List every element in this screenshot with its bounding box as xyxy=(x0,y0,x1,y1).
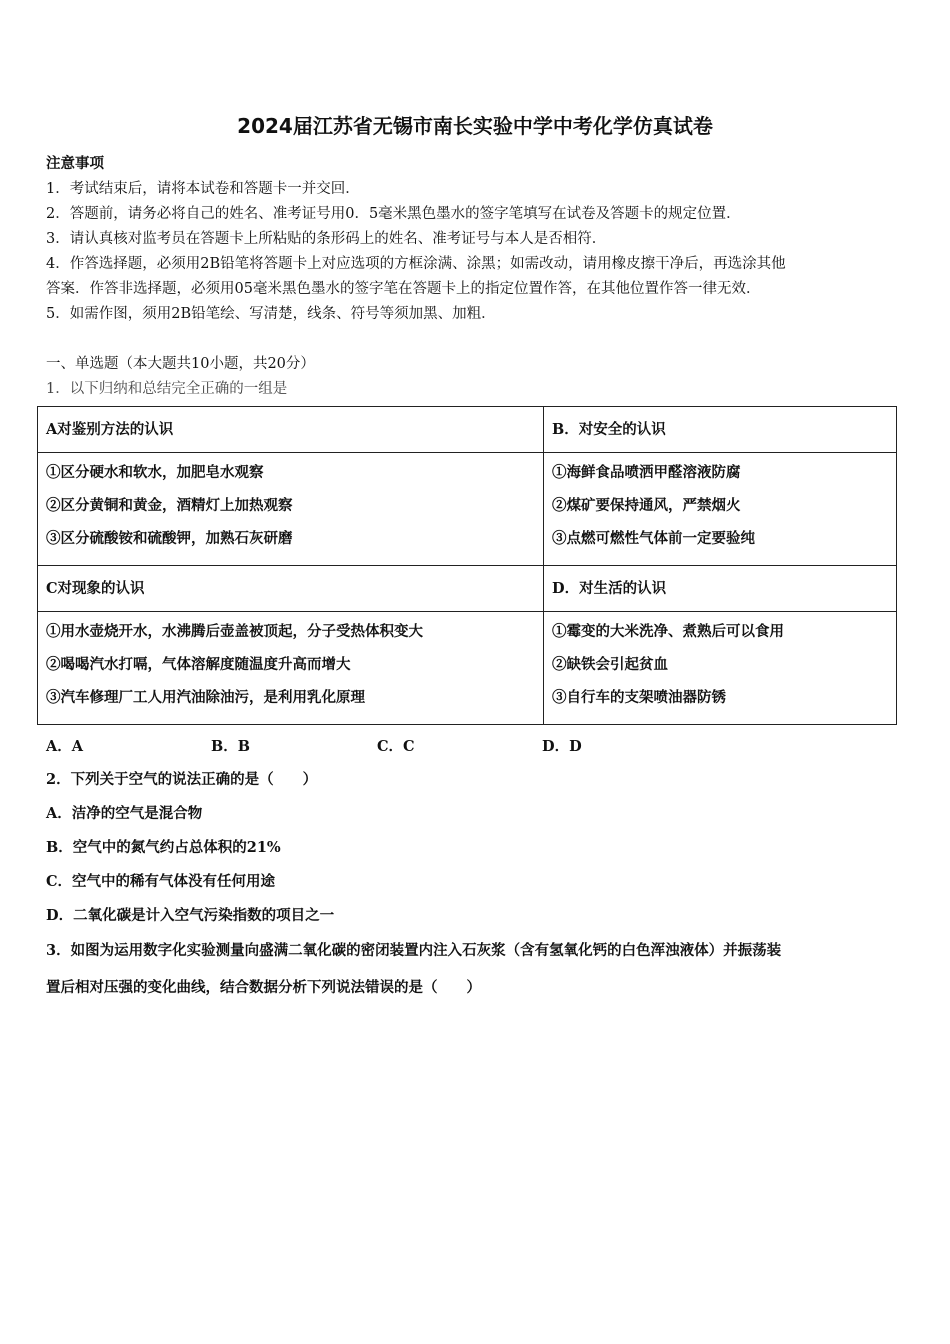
question-1-stem: 1．以下归纳和总结完全正确的一组是 xyxy=(46,381,288,397)
notice-item: 答案．作答非选择题，必须用05毫米黑色墨水的签字笔在答题卡上的指定位置作答，在其他位置作答一律无效． xyxy=(46,281,761,297)
question-1-options xyxy=(46,735,746,755)
list-item: ②区分黄铜和黄金，酒精灯上加热观察 xyxy=(46,497,293,514)
cell-a-header-text: A对鉴别方法的认识 xyxy=(46,421,174,438)
table-cell-c-items xyxy=(38,612,544,725)
option-c[interactable]: C．C xyxy=(377,738,415,755)
list-item: ②缺铁会引起贫血 xyxy=(552,656,668,673)
table-row xyxy=(38,453,897,566)
list-item: ②喝喝汽水打嗝，气体溶解度随温度升高而增大 xyxy=(46,656,351,673)
notice-item: 2．答题前，请务必将自己的姓名、准考证号用0．5毫米黑色墨水的签字笔填写在试卷及答题卡的规定位置． xyxy=(46,206,741,222)
option-b[interactable]: B．空气中的氮气约占总体积的21% xyxy=(46,839,281,856)
list-item: ①霉变的大米洗净、煮熟后可以食用 xyxy=(552,623,784,640)
table-row xyxy=(38,612,897,725)
table-cell-d-items xyxy=(544,612,897,725)
notice-item: 1．考试结束后，请将本试卷和答题卡一并交回． xyxy=(46,181,360,197)
option-a[interactable]: A．A xyxy=(46,738,84,755)
list-item: ③汽车修理厂工人用汽油除油污，是利用乳化原理 xyxy=(46,689,365,706)
list-item: ①区分硬水和软水，加肥皂水观察 xyxy=(46,464,264,481)
list-item: ①海鲜食品喷洒甲醛溶液防腐 xyxy=(552,464,741,481)
notice-item: 3．请认真核对监考员在答题卡上所粘贴的条形码上的姓名、准考证号与本人是否相符． xyxy=(46,231,607,247)
table-cell-a-items xyxy=(38,453,544,566)
option-b[interactable]: B．B xyxy=(211,738,251,755)
page-title: 2024届江苏省无锡市南长实验中学中考化学仿真试卷 xyxy=(237,114,713,138)
list-item: ③点燃可燃性气体前一定要验纯 xyxy=(552,530,755,547)
section-heading: 一、单选题（本大题共10小题，共20分） xyxy=(46,356,315,372)
option-d[interactable]: D．D xyxy=(542,738,582,755)
table-cell-d-header xyxy=(544,566,897,612)
option-a[interactable]: A．洁净的空气是混合物 xyxy=(46,805,203,822)
table-cell-b-header xyxy=(544,407,897,453)
notice-item: 5．如需作图，须用2B铅笔绘、写清楚，线条、符号等须加黑、加粗． xyxy=(46,306,496,322)
list-item: ②煤矿要保持通风，严禁烟火 xyxy=(552,497,741,514)
notice-heading: 注意事项 xyxy=(46,155,104,172)
question-1-table xyxy=(37,406,897,725)
option-d[interactable]: D．二氧化碳是计入空气污染指数的项目之一 xyxy=(46,907,335,924)
list-item: ①用水壶烧开水，水沸腾后壶盖被顶起，分子受热体积变大 xyxy=(46,623,423,640)
table-row xyxy=(38,566,897,612)
table-cell-b-items xyxy=(544,453,897,566)
question-3-stem-line1: 3．如图为运用数字化实验测量向盛满二氧化碳的密闭装置内注入石灰浆（含有氢氧化钙的白色浑浊液体）并振荡装 xyxy=(46,942,782,959)
option-c[interactable]: C．空气中的稀有气体没有任何用途 xyxy=(46,873,276,890)
table-cell-a-header xyxy=(38,407,544,453)
question-3-stem-line2: 置后相对压强的变化曲线，结合数据分析下列说法错误的是（ ） xyxy=(46,979,481,996)
cell-b-header-text: B．对安全的认识 xyxy=(552,421,666,438)
notice-item: 4．作答选择题，必须用2B铅笔将答题卡上对应选项的方框涂满、涂黑；如需改动，请用橡皮擦干净后，再选涂其他 xyxy=(46,256,786,272)
list-item: ③区分硫酸铵和硫酸钾，加熟石灰研磨 xyxy=(46,530,293,547)
table-cell-c-header xyxy=(38,566,544,612)
cell-c-header-text: C对现象的认识 xyxy=(46,580,145,597)
list-item: ③自行车的支架喷油器防锈 xyxy=(552,689,726,706)
cell-d-header-text: D．对生活的认识 xyxy=(552,580,667,597)
table-row xyxy=(38,407,897,453)
question-2-stem: 2．下列关于空气的说法正确的是（ ） xyxy=(46,771,318,788)
